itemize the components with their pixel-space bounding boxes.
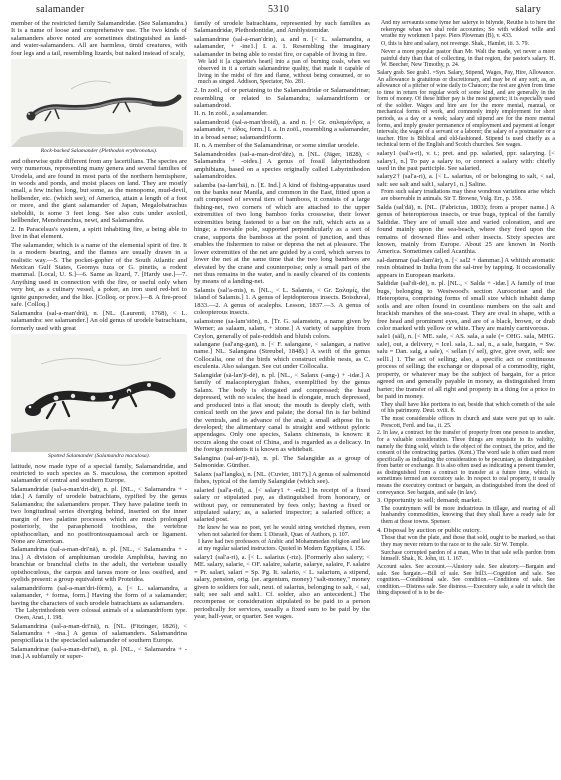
entry-paragraph: latitude, now made type of a special family, Salamandridæ, and restricted to such species as S. maculosa, the common spotted salamander of central and southern Europe.	[11, 462, 187, 485]
quotation: I have had two professors of Arabic and Mohammedan religion and law at my regular salaried instructors. Quoted in Modern Egyptians, I. 156.	[198, 539, 370, 553]
entry-paragraph: Salamis (sal′a-mis), n. [NL., < L. Salamis, < Gr. Σαλαμίς, the island of Salamis.] 1. A genus of lepidopterous insects. Boisduval, 1833.—2. A genus of acalephs. Lesson, 1837.—3. A genus of coleopterous insects.	[194, 286, 370, 317]
rock-backed-salamander-illustration	[11, 59, 187, 147]
entry-paragraph: Salangidæ (sā-lan′ji-dē), n. pl. [NL., < Salanx (-ang-) + -idæ.] A family of malacopterygian fishes, exemplified by the genus Salanx. The body is elongated and compressed; the head depressed, with no scales; the head is elongate, much depressed, and produced into a flat snout; the mouth is deeply cleft, with conical teeth on the jaws and palate; the dorsal fin is far behind the ventrals, and in advance of the anal; a small adipose fin is developed; the alimentary canal is straight and without pyloric appendages. Only one species, Salanx chinensis, is known: it occurs along the coast of China, and is regarded as a delicacy. In the foreign residents it is known as whitebait.	[194, 371, 370, 454]
quotation: Those that won the plate, and those that sold, ought to be marked, so that they may never return to the race or to the sale. Sir W. Temple.	[381, 535, 555, 548]
quotation: The countrymen will be more industrious in tillage, and rearing of all husbandry commodities, knowing that they shall have a ready sale for them at those towns. Spenser.	[381, 505, 555, 526]
entry-paragraph: Account sales. See account.—Alustory sale. See aleatory.—Bargain and sale. See bargain.—Bill of sale. See bill3.—Cognition and sale. See cognition.—Conditional sale. See condition.—Conditions of sale. See condition.—Distress sale. See distress.—Executory sale, a sale in which the thing disposed of is to be de-	[377, 564, 555, 597]
entry-paragraph: Salamandrina (sal-a-man-drī′nä), n. pl. [NL., < Salamandra + -ina.] A division of amphiuman urodele Amphibia, having no branchiæ or branchial clefts in the adult, the vertebræ usually opisthocœlous, the carpus and tarsus more or less ossified, and eyelids present: a group equivalent with Proteidea.	[11, 546, 187, 584]
entry-paragraph: Salda (sal′dä), n. [NL. (Fabricius, 1803); from a proper name.] A genus of heteropterous insects, or true bugs, typical of the family Saldidæ. They are of small size and varied coloration, and are found mainly upon the sea-beach, where they feed upon the remains of drowned flies and other insects. Sixty species are known, mainly from Europe. About 25 are known in North America. Sometimes called Acanthia.	[377, 203, 555, 256]
entry-paragraph: 2. In Paracelsus's system, a spirit inhabiting fire, a being able to live in that element.	[11, 225, 187, 241]
spotted-salamander-illustration	[11, 334, 187, 452]
entry-paragraph: family of urodele batrachians, represented by such families as Salamandridæ, Plethodontidæ, and Amblystomidæ.	[194, 20, 370, 35]
entry-paragraph: Salangina (sal-an′ji-nä), n. pl. The Salangidæ as a group of Salmonidæ. Günther.	[194, 454, 370, 470]
quotation: Surchase corrupted pardon of a man, Who in that sale sells pardon from himself. Shak., K. John, iii. 1. 167.	[381, 549, 555, 563]
entry-paragraph: The salamander, which is a name of the elemental spirit of fire. It is a modern bearing, and the flames are usually drawn in a realistic way.—5. The pocket-gopher of the South Atlantic and Mexican Gulf States, Geomys tuza or G. pinetis, a rodent mammal. [Local, U. S.]—6. Same as lizard, 7. [Hardy use.]—7. Anything used in connection with the fire, or useful only when very hot, as a culinary vessel, a poker, an iron used red-hot to ignite gunpowder, and the like. [Colloq. or prov.]—8. A fire-proof safe. [Colloq.]	[11, 241, 187, 309]
entry-paragraph: Salamandroides (sal-a-man-droi′dēz), n. [NL. (Jäger, 1828), < Salamandra + -oides.] A genus of fossil labyrinthodont amphibians, based on a species originally called Labyrinthodon salamandroides.	[194, 150, 370, 181]
entry-paragraph: salary2† (sal′a-ri), a. [< L. salarius, of or belonging to salt, < sal, salt: see salt and salt1, salary1, n.] Saline.	[377, 173, 555, 188]
entry-paragraph: 2. In zoöl., of or pertaining to the Salamandridæ or Salamandrinæ; resembling or related to Salamandra; salamandriform or salamandroid.	[194, 87, 370, 109]
entry-paragraph: Salamandridæ (sal-a-man′dri-dē), n. pl. [NL., < Salamandra + -idæ.] A family of urodele batrachians, typified by the genus Salamandra; the salamanders proper. They have palatine teeth in two longitudinal series diverging behind, inserted on the inner margin of two palatine processes which are much prolonged posteriorly, the parasphenoid toothless, the vertebræ opisthocœlian, and no postfrontosquamosal arch or ligament. None are American.	[11, 485, 187, 546]
entry-paragraph: Salary grab. See grab1. =Syn. Salary, Stipend, Wages, Pay, Hire, Allowance. An allowance is gratuitous or discretionary, and may be of any sort; as, an allowance of a pitcher of wine daily to Chaucer; the rest are given from time to time in return for regular work of some kind, and are generally in the form of money. Of these hither pay is the most generic; it is especially used of the soldier. Wages and hire are for the more menial, manual, or mechanical forms of work, and commonly imply employment for short periods, as a day or a week; salary and stipend are for the more mental forms, and imply greater permanence of employment and payment at longer intervals; the wages of a servant or a laborer; the salary of a postmaster or a teacher. Hire is Biblical and old-fashioned. Stipend is used chiefly as a technical term of the English and Scotch churches. See wages.	[377, 69, 555, 149]
quotation: The Labyrinthodonts were colossal animals of a salamandriform type. Owen, Anat., I. 198.	[15, 608, 187, 621]
entry-paragraph: salamstone (sa-lam′stōn), n. [Tr. G. salamstein, a name given by Werner; as salaam, salam, + stone.] A variety of sapphire from Ceylon, generally of pale-reddish and bluish colors.	[194, 317, 370, 340]
entry-paragraph: 4. Disposal by auction or public outcry.	[377, 526, 481, 534]
running-head-left: salamander	[36, 4, 85, 15]
entry-paragraph: salangane (sal′ang-gan), n. [< F. salangane, < salangan, a native name.] NL. Salangana (Streubel, 1848).] A swift of the genus Collocalia, one of the birds which construct edible nests, as C. esculenta. Also salangan. See cut under Collocalia.	[194, 341, 370, 371]
entry-paragraph: Salamandra (sal-a-man′drä), n. [NL. (Laurenti, 1768), < L. salamandra: see salamander.] An old genus of urodele batrachians, formerly used with great	[11, 309, 187, 332]
quotation: They shall have like portions to eat, beside that which cometh of the sale of his patrimony. Deut. xviii. 8.	[381, 401, 555, 415]
quotation: He knew he was no poet, yet he would string wretched rhymes, even when not salaried for them. I. Disraeli, Quar. of Authors, p. 107.	[198, 524, 370, 538]
entry-paragraph: 3. Opportunity to sell; demand; market.	[377, 497, 482, 505]
quotation: From such salary irradiations may these wondrous variations arise which are observable in animals. Sir T. Browne, Vulg. Err., p. 358.	[381, 189, 555, 203]
entry-paragraph: Saldidæ (sal′di-dē), n. pl. [NL., < Salda + -idæ.] A family of true bugs, belonging to Westwood's section Aurocorisæ and the Heteroptera, comprising forms of small size which inhabit damp soils and are often found in countless numbers on the salt and brackish marshes of the sea-coast. They are oval in shape, with a free head and prominent eyes, and are of a black, brown, or drab color marked with yellow or white. They are mainly carnivorous.	[377, 280, 555, 332]
quotation: O, this is hire and salary, not revenge. Shak., Hamlet, iii. 3. 79.	[381, 41, 529, 48]
entry-paragraph: II. n. In zoöl., a salamander.	[194, 110, 268, 118]
figure-caption: Rock-backed Salamander (Plethodon erythronotus).	[40, 148, 158, 155]
entry-paragraph: salaried (sal′a-rid), a. [< salary1 + -ed2.] In receipt of a fixed salary or stipulated pay, as distinguished from honorary, or without pay, or remunerated by fees only; having a fixed or stipulated salary; as, a salaried inspector; a salaried office; a salaried post.	[194, 486, 370, 524]
entry-paragraph: II. n. A member of the Salamandrinæ, or some similar urodele.	[194, 142, 360, 150]
quotation: And my servaunts some tyme her salerye to bilynde, Reuthe is to here the rekenynge whan we shal rede accountes; So with wikked wille and wrathe my workmen I paye. Piers Plowman (B), v. 433.	[381, 20, 555, 40]
column-2	[194, 20, 370, 772]
entry-paragraph: salamandroid (sal-a-man′droid), a. and n. [< Gr. σαλαμάνδρα, a salamander, + εἶδος, form.] I. a. In zoöl., resembling a salamander, in a broad sense; salamandriform.	[194, 118, 370, 141]
entry-paragraph: member of the restricted family Salamandridæ. (See Salamandra.) It is a name of loose and comprehensive use. The two kinds of salamanders above noted are sometimes distinguished as land- and water-salamanders. All are harmless, timid creatures, with four legs and a tail, resembling lizards, but naked instead of scaly,	[11, 20, 187, 57]
entry-paragraph: and otherwise quite different from any lacertilians. The species are very numerous, representing many genera and several families of Urodela, and are found in most parts of the northern hemisphere, in woods and ponds, and moist places on land. They are mostly small, a few inches long, but some, as the menopome, mud-devil, hellbender, etc. (which see), of America, attain a length of a foot or more, and the giant salamander of Japan, Megalobatrachus sieboldii, is some 3 feet long. See also cuts under axolotl, hellbender, Menobranchus, newt, and Salamandra.	[11, 157, 187, 225]
page-number: 5310	[268, 4, 290, 15]
entry-paragraph: Salanx (sal′langks), n. [NL. (Cuvier, 1817).] A genus of salmonoid fishes, typical of the family Salangidæ (which see).	[194, 470, 370, 486]
quotation: Never a more popular pastor than Mr. Walt the made, yet never a more painful duty than that of collecting, in that region, the pastor's salary. H. W. Beecher, New Timothy, p. 24.	[381, 48, 555, 69]
entry-paragraph: salary1 (sal′a-ri), a. [< L. salarius (-riz). [Formerly also salery; < ME. salary, salarie, < OF. salaire, salarie, salarye, salaire, F. salaire = Pr. salari, salari = Sp. Pg. It. salario, < L. salarium, a stipend, salary, pension, orig. (se. argentum, money) "salt-money," money given to soldiers for salt, neut. of salarius, belonging to salt, < sal, salt; see salt and salt1. Cf. solder, also an antecedent.] The recompense or consideration stipulated to be paid to a person periodically for services, usually a fixed sum to be paid by the year, half-year, or quarter. See wages.	[194, 553, 370, 621]
entry-paragraph: salary1 (sal′a-ri), v. t.; pret. and pp. salaried, ppr. salarying. [< salary1, n.] To pay a salary to, or connect a salary with: chiefly used in the past participle. See salaried.	[377, 150, 555, 172]
entry-paragraph: 2. In law, a contract for the transfer of property from one person to another, for a valuable consideration. Three things are requisite to its validity, namely the thing sold, which is the object of the contract, the price, and the consent of the contracting parties. (Kent.) The word sale is often used more specifically as indicating the consideration to be pecuniary, as distinguished from barter or exchange. It is also often used as indicating a present transfer, as distinguished from a contract to transfer at a future time, which is sometimes termed an executory sale. In respect to real property, it usually means the executory contract or bargain, as distinguished from the deed of conveyance. See bargain, and sale (in law).	[377, 430, 555, 496]
running-head-right: salary	[515, 4, 541, 15]
figure-caption: Spotted Salamander (Salamandra maculosa).	[48, 453, 150, 460]
column-1	[11, 20, 187, 772]
quotation: We laid it [a cigarette's heart] into a pan of burning coals, when we observed in it a certain salamandrine quality, that made it capable of living in the midst of fire and flame, without being consumed, or so much as singed. Addison, Spectator, No. 281.	[198, 59, 370, 86]
entry-paragraph: Salamandrinæ (sal-a-man-dri′nē), n. pl. [NL., < Salamandra + -inæ.] A subfamily or super-	[11, 645, 187, 661]
entry-paragraph: salamandrine (sal-a-man′drin), a. and n. [< L. salamandra, a salamander, + -ine1.] I. a. 1. Resembling the imaginary salamander in being able to resist fire, or capable of living in fire.	[194, 35, 370, 58]
entry-paragraph: sale1 (sāl), n. [< ME. sale, < AS. sala, a sale (= OHG. sala, MHG. sale), out, a delivery, = Icel. sala, L. sal, n., a sale, bargain, = Sw. salu = Dan. salg, a sale), < sellan (√ sel), give, give over, sell: see sell1.] 1. The act of selling; also, a specific act or continuous process of selling; the exchange or disposal of a commodity, right, property, or whatever may be the subject of bargain, for a price agreed on and generally payable in money, as distinguished from barter; the transfer of all right and property in a thing for a price to be paid in money.	[377, 333, 555, 401]
entry-paragraph: sal-dammar (sal-dam′är), n. [< sal2 + dammar.] A whitish aromatic resin obtained in India from the sal-tree by tapping. It occasionally appears in European markets.	[377, 256, 555, 279]
entry-paragraph: salamandriform (sal-a-man′dri-fôrm), a. [< L. salamandra, a salamander, + forma, form.] Having the form of a salamander; having the characters of such urodele batrachians as salamanders.	[11, 584, 187, 607]
entry-paragraph: salamba (sa-lam′bä), n. [E. Ind.] A kind of fishing-apparatus used on the banks near Manila, and common in the East, fitted upon a raft composed of several tiers of bamboos, it consists of a large fishing-net, two corners of which are attached to the upper extremities of two long bamboo forks crosswise, their lower extremities being fastened to a bar on the raft, which acts as a hinge; a movable pole, supported perpendicularly as a sort of crane, supports the bamboos at the point of junction, and thus enables the fishermen to raise or depress the net at pleasure. The lower extremities of the net are guided by a cord, which serves to lower the net at the same time that the two long bamboos are elevated by the crane and counterpoise; only a small part of the net thus remains in the water, and is easily cleared of its contents by means of a landing-net.	[194, 181, 370, 286]
quotation: The most considerable offices in church and state were put up to sale. Prescott, Ferd. and Isa., ii. 25.	[381, 415, 555, 429]
entry-paragraph: Salamandrina (sal-a-man-drī′nä), n. [NL. (Fitzinger, 1826), < Salamandra + -ina.] A genus of salamanders. Salamandrina perspicillata is the spectacled salamander of southern Europe.	[11, 622, 187, 645]
column-3	[377, 20, 555, 772]
